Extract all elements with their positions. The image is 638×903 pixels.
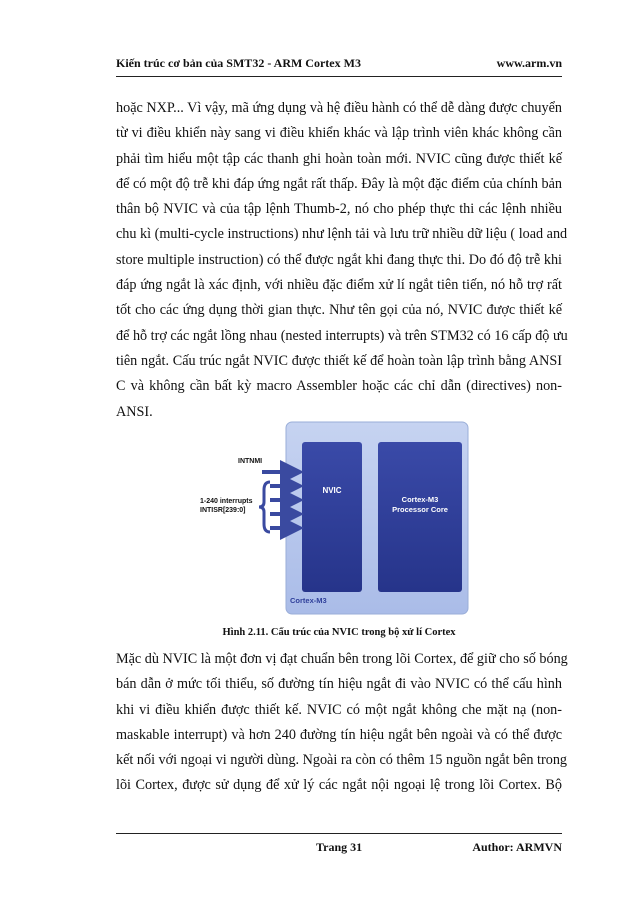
text-line: store multiple instruction) có thể được ngắt khi đang thực thi. Do đó độ trễ khi (116, 251, 562, 268)
page-number: Trang 31 (316, 840, 363, 854)
text-line: ANSI. (116, 403, 153, 420)
header-website: www.arm.vn (496, 56, 562, 70)
nvic-box (302, 442, 362, 592)
text-line: thân bộ NVIC và của tập lệnh Thumb-2, nó cho phép thực thi các lệnh nhiều (116, 201, 562, 218)
text-line: để hỗ trợ các ngắt lồng nhau (nested interrupts) và trên STM32 có 16 cấp độ ưu (116, 327, 568, 344)
text-line: phải tìm hiểu một tập các thanh ghi hoàn toàn mới. NVIC cũng được thiết kế (116, 150, 562, 167)
nvic-label: NVIC (322, 486, 342, 495)
footer-author: Author: ARMVN (472, 840, 562, 854)
text-line: tốt cho các ứng dụng thời gian thực. Như tên gọi của nó, NVIC được thiết kế (116, 302, 562, 319)
paragraph-1 (116, 96, 568, 425)
text-line: kết nối với ngoại vi người dùng. Ngoài ra còn có thêm 15 nguồn ngắt bên trong (116, 752, 568, 769)
text-line: bán dẫn ở mức tối thiểu, số đường tín hiệu ngắt đi vào NVIC có thể cấu hình (116, 676, 562, 693)
text-line: maskable interrupt) và hơn 240 đường tín hiệu ngắt bên ngoài và có thể được (116, 726, 562, 743)
intnmi-label: INTNMI (238, 458, 263, 465)
footer-rule (116, 833, 562, 834)
figure-caption: Hình 2.11. Cấu trúc của NVIC trong bộ xử lí Cortex (222, 627, 456, 638)
header-rule (116, 76, 562, 77)
text-line: lõi Cortex, được sử dụng để xử lý các ngắt nội ngoại lệ trong lõi Cortex. Bộ (116, 777, 562, 794)
text-line: chu kì (multi-cycle instructions) như lệnh tải và lưu trữ nhiều dữ liệu ( load and (116, 226, 568, 243)
text-line: hoặc NXP... Vì vậy, mã ứng dụng và hệ điều hành có thể dễ dàng được chuyển (116, 100, 562, 116)
text-line: tiên ngắt. Cấu trúc ngắt NVIC được thiết kế để hoàn toàn lập trình bằng ANSI (116, 352, 562, 369)
interrupts-brace (259, 482, 270, 532)
cortex-m3-outer-label: Cortex-M3 (290, 596, 327, 605)
nvic-diagram (170, 418, 470, 618)
nvic-diagram-svg (170, 418, 470, 618)
core-label-line2: Processor Core (392, 505, 448, 514)
page-header (116, 56, 562, 74)
paragraph-2 (116, 647, 568, 799)
header-title: Kiến trúc cơ bản của SMT32 - ARM Cortex M3 (116, 56, 361, 70)
interrupts-label-1: 1-240 interrupts (200, 498, 253, 505)
text-line: đáp ứng ngắt là xác định, với nhiều đặc điểm xử lí ngắt tiên tiến, nó hỗ trợ rất (116, 277, 562, 294)
text-line: khi vi điều khiển được thiết kế. NVIC có một ngắt không che mặt nạ (non- (116, 701, 562, 718)
interrupts-label-2: INTISR[239:0] (200, 507, 246, 514)
text-line: Mặc dù NVIC là một đơn vị đạt chuẩn bên trong lõi Cortex, để giữ cho số bóng (116, 651, 568, 667)
text-line: từ vi điều khiển này sang vi điều khiển khác và lập trình viên khác không cần (116, 125, 562, 142)
text-line: để có một độ trễ khi đáp ứng ngắt rất thấp. Đây là một đặc điểm của chính bản (116, 175, 562, 192)
text-line: C và không cần bất kỳ macro Assembler hoặc các chỉ dẫn (directives) non- (116, 378, 562, 395)
core-label-line1: Cortex-M3 (401, 495, 439, 504)
processor-core-box (378, 442, 462, 592)
page-footer (116, 840, 562, 856)
